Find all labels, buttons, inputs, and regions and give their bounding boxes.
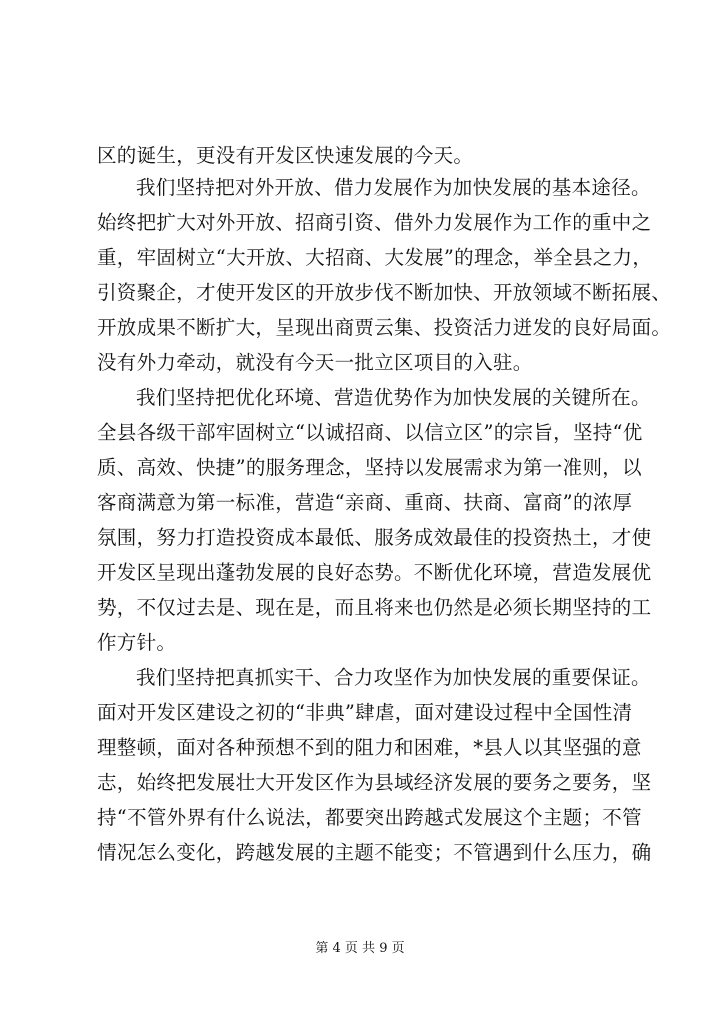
text-line: 没有外力牵动，就没有今天一批立区项目的入驻。 — [97, 351, 533, 374]
text-line: 全县各级干部牢固树立“以诚招商、以信立区”的宗旨，坚持“优 — [97, 421, 643, 444]
text-line: 区的诞生，更没有开发区快速发展的今天。 — [97, 144, 474, 167]
text-line: 开发区呈现出蓬勃发展的良好态势。不断优化环境，营造发展优 — [97, 561, 652, 584]
text-line: 开放成果不断扩大，呈现出商贾云集、投资活力迸发的良好局面。 — [97, 316, 672, 339]
text-line: 面对开发区建设之初的“非典”肆虐，面对建设过程中全国性清 — [97, 701, 633, 724]
text-line: 质、高效、快捷”的服务理念，坚持以发展需求为第一准则，以 — [97, 456, 642, 479]
text-line: 客商满意为第一标准，营造“亲商、重商、扶商、富商”的浓厚 — [97, 491, 633, 514]
text-line: 作方针。 — [97, 631, 177, 654]
paragraph-first-line: 我们坚持把真抓实干、合力攻坚作为加快发展的重要保证。 — [136, 666, 651, 689]
page-number-footer: 第 4 页 共 9 页 — [315, 941, 405, 956]
text-line: 持“不管外界有什么说法，都要突出跨越式发展这个主题；不管 — [97, 806, 642, 829]
text-line: 始终把扩大对外开放、招商引资、借外力发展作为工作的重中之 — [97, 211, 652, 234]
text-line: 引资聚企，才使开发区的开放步伐不断加快、开放领域不断拓展、 — [97, 281, 672, 304]
text-line: 情况怎么变化，跨越发展的主题不能变；不管遇到什么压力，确 — [97, 841, 652, 864]
text-line: 氛围，努力打造投资成本最低、服务成效最佳的投资热土，才使 — [97, 526, 652, 549]
text-line: 势，不仅过去是、现在是，而且将来也仍然是必须长期坚持的工 — [97, 596, 652, 619]
text-line: 志，始终把发展壮大开发区作为县域经济发展的要务之要务，坚 — [97, 771, 652, 794]
text-line: 理整顿，面对各种预想不到的阻力和困难，*县人以其坚强的意 — [97, 736, 642, 759]
paragraph-first-line: 我们坚持把对外开放、借力发展作为加快发展的基本途径。 — [136, 176, 651, 199]
paragraph-first-line: 我们坚持把优化环境、营造优势作为加快发展的关键所在。 — [136, 386, 651, 409]
text-line: 重，牢固树立“大开放、大招商、大发展”的理念，举全县之力， — [97, 246, 653, 269]
